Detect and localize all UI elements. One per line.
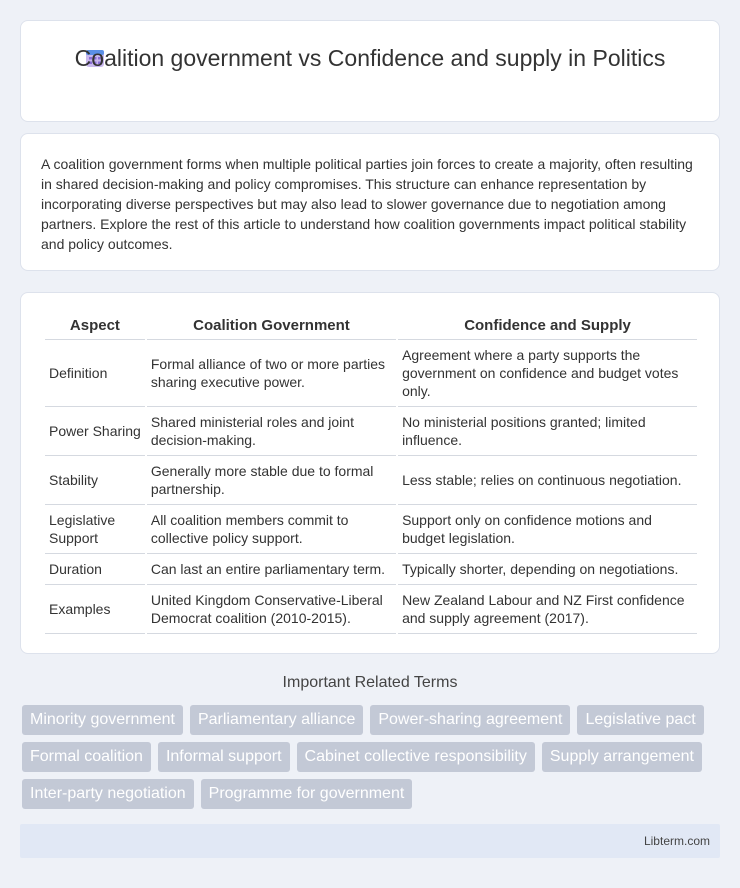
- related-term-tag[interactable]: Parliamentary alliance: [190, 705, 363, 735]
- confidence-cell: New Zealand Labour and NZ First confidence and supply agreement (2017).: [398, 585, 697, 634]
- related-term-tag[interactable]: Formal coalition: [22, 742, 151, 772]
- aspect-cell: Duration: [45, 554, 145, 585]
- table-row: [45, 340, 697, 407]
- coalition-cell: Shared ministerial roles and joint decision-making.: [147, 407, 396, 456]
- title-card: [20, 20, 720, 122]
- related-term-tag[interactable]: Supply arrangement: [542, 742, 702, 772]
- intro-paragraph: A coalition government forms when multiple political parties join forces to create a majority, often resulting in shared decision-making and policy compromises. This structure can enhance representation by incorporating diverse perspectives but may also lead to slower governance due to negotiation among partners. Explore the rest of this article to understand how coalition governments impact political stability and policy outcomes.: [41, 156, 693, 252]
- coalition-cell: Formal alliance of two or more parties sharing executive power.: [147, 340, 396, 407]
- aspect-cell: Examples: [45, 585, 145, 634]
- aspect-cell: Stability: [45, 456, 145, 505]
- confidence-cell: Typically shorter, depending on negotiations.: [398, 554, 697, 585]
- comparison-table: [43, 315, 699, 634]
- related-term-tag[interactable]: Power-sharing agreement: [370, 705, 570, 735]
- table-row: [45, 456, 697, 505]
- related-term-tag[interactable]: Inter-party negotiation: [22, 779, 194, 809]
- aspect-cell: Power Sharing: [45, 407, 145, 456]
- intro-card: [20, 133, 720, 271]
- confidence-cell: Less stable; relies on continuous negotiation.: [398, 456, 697, 505]
- coalition-cell: United Kingdom Conservative-Liberal Democrat coalition (2010-2015).: [147, 585, 396, 634]
- header-aspect: Aspect: [45, 315, 145, 340]
- confidence-cell: Support only on confidence motions and budget legislation.: [398, 505, 697, 554]
- table-row: [45, 505, 697, 554]
- table-row: [45, 585, 697, 634]
- table-row: [45, 554, 697, 585]
- related-term-tag[interactable]: Informal support: [158, 742, 290, 772]
- comparison-card: [20, 292, 720, 654]
- related-terms-heading: Important Related Terms: [282, 674, 458, 691]
- related-term-tag[interactable]: Cabinet collective responsibility: [297, 742, 535, 772]
- coalition-cell: All coalition members commit to collective policy support.: [147, 505, 396, 554]
- aspect-cell: Definition: [45, 340, 145, 407]
- header-coalition: Coalition Government: [147, 315, 396, 340]
- related-terms-list: [22, 705, 722, 809]
- confidence-cell: Agreement where a party supports the government on confidence and budget votes only.: [398, 340, 697, 407]
- related-term-tag[interactable]: Legislative pact: [577, 705, 703, 735]
- footer-site-link[interactable]: Libterm.com: [643, 834, 710, 848]
- related-term-tag[interactable]: Minority government: [22, 705, 183, 735]
- aspect-cell: Legislative Support: [45, 505, 145, 554]
- related-term-tag[interactable]: Programme for government: [201, 779, 413, 809]
- confidence-cell: No ministerial positions granted; limited influence.: [398, 407, 697, 456]
- coalition-cell: Can last an entire parliamentary term.: [147, 554, 396, 585]
- page-title: Coalition government vs Confidence and supply in Politics: [74, 45, 666, 71]
- footer: [20, 824, 720, 858]
- header-confidence: Confidence and Supply: [398, 315, 697, 340]
- coalition-cell: Generally more stable due to formal partnership.: [147, 456, 396, 505]
- table-row: [45, 407, 697, 456]
